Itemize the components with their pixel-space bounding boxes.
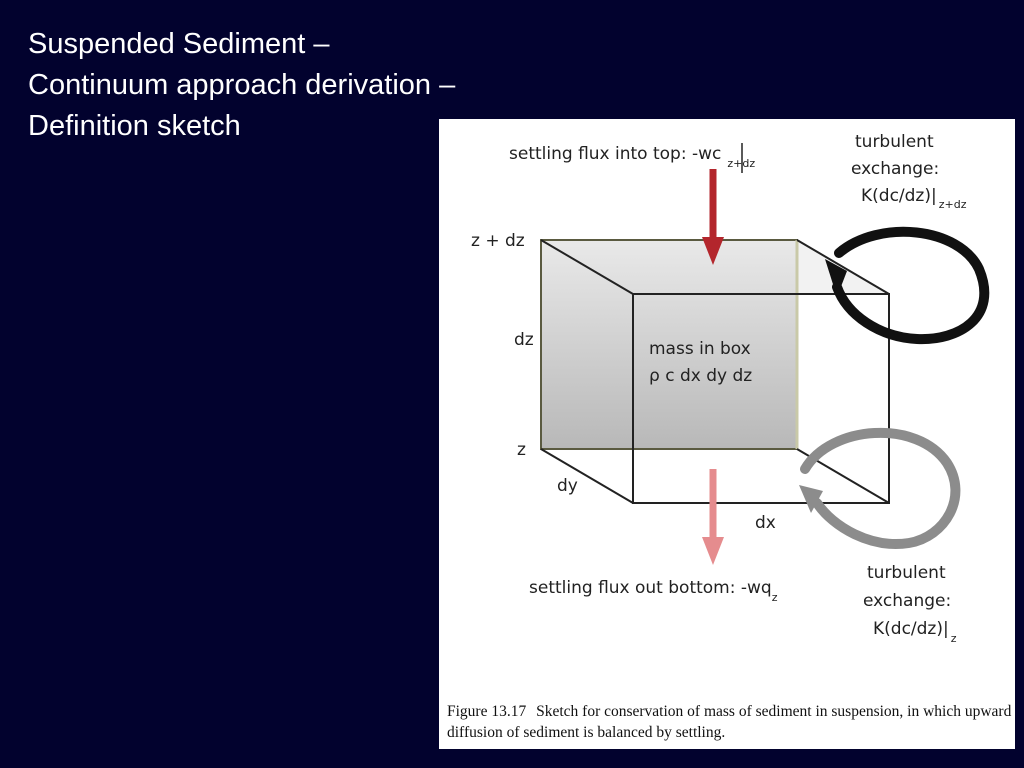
slide-title bbox=[28, 24, 455, 147]
turbulent-eddy-bottom-icon bbox=[805, 433, 955, 544]
turbulent-top-line3 bbox=[861, 186, 967, 211]
turbulent-top-sub: z+dz bbox=[938, 198, 967, 211]
settling-out-arrowhead bbox=[702, 537, 724, 565]
turbulent-top-line1: turbulent bbox=[855, 132, 934, 152]
turbulent-top-expr: K(dc/dz)| bbox=[861, 186, 937, 206]
turbulent-bottom-line2: exchange: bbox=[863, 591, 952, 611]
settling-in-text: settling flux into top: -wc bbox=[509, 144, 722, 164]
label-dz: dz bbox=[514, 330, 534, 350]
label-z-plus-dz: z + dz bbox=[471, 231, 525, 251]
label-z: z bbox=[517, 440, 526, 460]
slide-title-line-3: Definition sketch bbox=[28, 110, 241, 142]
slide-title-line-1: Suspended Sediment – bbox=[28, 28, 330, 60]
mass-label-line2: ρ c dx dy dz bbox=[649, 366, 753, 386]
figure-caption bbox=[447, 701, 1012, 743]
slide-title-line-2: Continuum approach derivation – bbox=[28, 69, 456, 101]
caption-number: Figure 13.17 bbox=[447, 703, 527, 720]
settling-in-label bbox=[509, 144, 755, 170]
settling-out-label bbox=[529, 578, 778, 604]
settling-in-subscript: z+dz bbox=[727, 157, 756, 170]
box-edge bbox=[541, 449, 633, 503]
definition-sketch bbox=[439, 119, 1015, 749]
label-dy: dy bbox=[557, 476, 578, 496]
label-dx: dx bbox=[755, 513, 776, 533]
settling-out-subscript: z bbox=[771, 591, 778, 604]
figure-panel bbox=[439, 119, 1015, 749]
turbulent-bottom-sub: z bbox=[950, 632, 957, 645]
settling-out-text: settling flux out bottom: -wq bbox=[529, 578, 772, 598]
mass-label-line1: mass in box bbox=[649, 339, 751, 359]
turbulent-top-line2: exchange: bbox=[851, 159, 940, 179]
turbulent-bottom-expr: K(dc/dz)| bbox=[873, 619, 949, 639]
turbulent-bottom-line3 bbox=[873, 619, 957, 645]
caption-text: Sketch for conservation of mass of sediment in suspension, in which upward diffusion of sediment is balanced by settling. bbox=[447, 703, 1012, 741]
turbulent-bottom-line1: turbulent bbox=[867, 563, 946, 583]
